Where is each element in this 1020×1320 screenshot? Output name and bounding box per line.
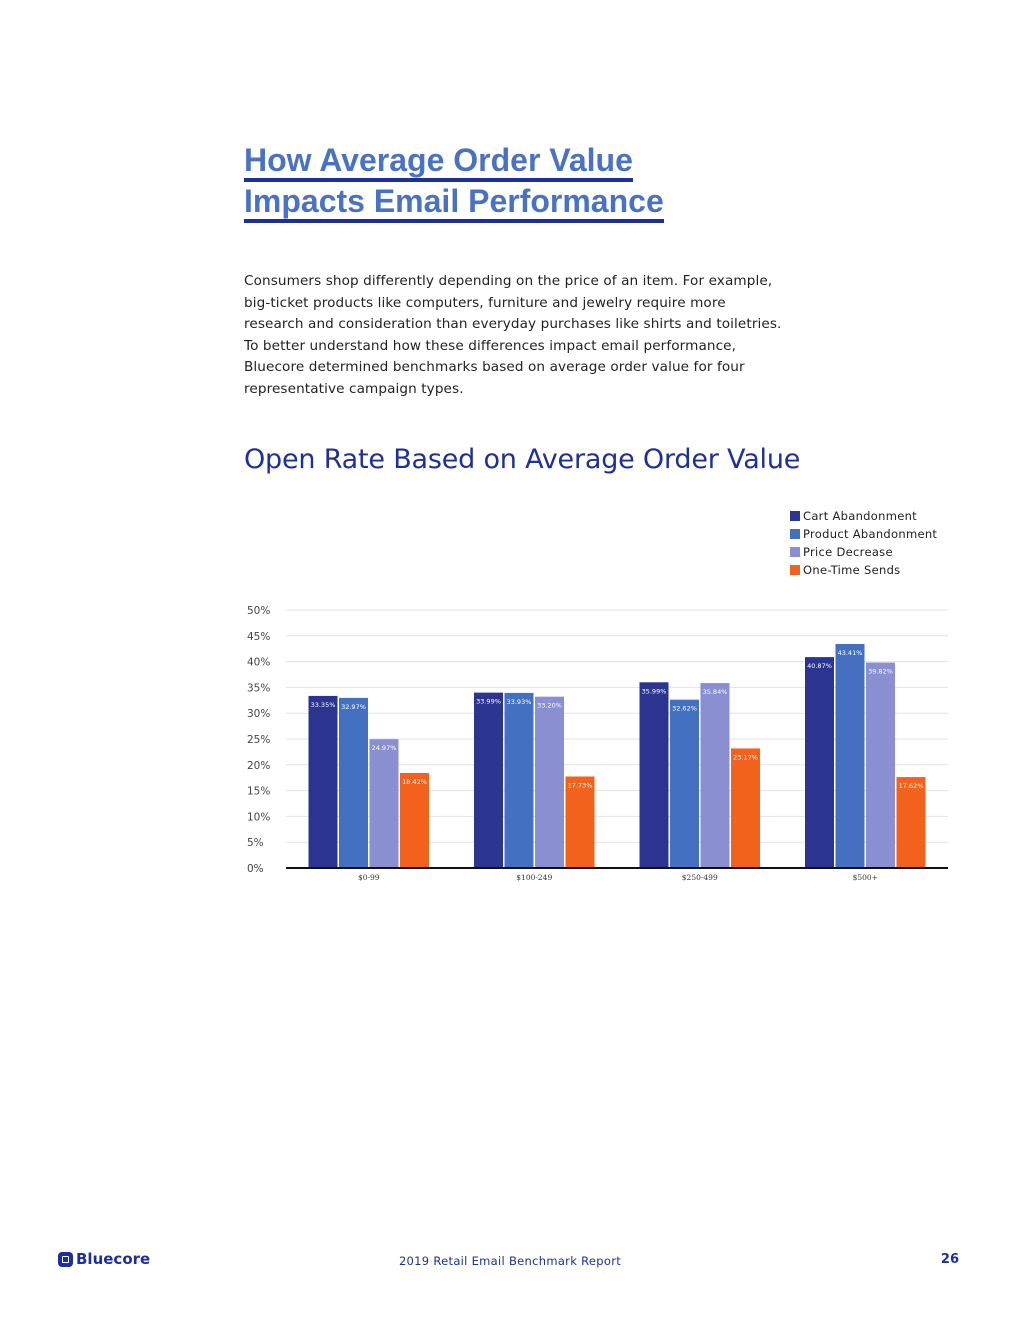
y-tick-label: 10% (247, 811, 271, 824)
brand-name: Bluecore (76, 1250, 151, 1268)
bar-data-label: 35.84% (702, 688, 728, 697)
legend-item-one-time-sends (790, 561, 937, 579)
legend-swatch (790, 547, 800, 557)
page-number: 26 (940, 1252, 959, 1267)
legend-label: Price Decrease (803, 545, 893, 559)
bar-data-label: 33.20% (537, 701, 562, 710)
page-title-line-2: Impacts Email Performance (244, 183, 664, 223)
bar (309, 696, 338, 868)
bar-data-label: 23.17% (733, 753, 758, 762)
legend-swatch (790, 529, 800, 539)
bar (370, 739, 399, 868)
bar-chart (240, 596, 960, 886)
bar (731, 748, 760, 868)
chart-title: Open Rate Based on Average Order Value (244, 444, 801, 475)
bar-data-label: 39.82% (868, 667, 893, 676)
x-tick-label: $250-499 (681, 873, 718, 882)
y-tick-label: 20% (247, 759, 271, 772)
page-title-line-1: How Average Order Value (244, 142, 633, 182)
legend-label: Product Abandonment (803, 527, 938, 541)
bar-data-label: 35.99% (641, 687, 667, 696)
bar (897, 777, 926, 868)
y-tick-label: 0% (247, 863, 264, 875)
bar (866, 663, 895, 868)
bar (535, 697, 564, 868)
y-tick-label: 15% (247, 785, 271, 798)
legend-swatch (790, 511, 800, 521)
y-tick-label: 40% (247, 656, 271, 669)
x-tick-label: $500+ (852, 873, 878, 882)
legend-item-price-decrease (790, 543, 937, 561)
y-tick-label: 45% (247, 630, 271, 643)
bar (400, 773, 429, 868)
bar-data-label: 40.87% (807, 662, 832, 671)
bar (474, 693, 503, 868)
bar-data-label: 33.35% (310, 700, 336, 709)
page-title (244, 140, 764, 222)
y-tick-label: 50% (247, 605, 271, 617)
bar (505, 693, 534, 868)
bar-data-label: 32.62% (672, 704, 697, 713)
bar-data-label: 43.41% (837, 649, 863, 658)
bar-data-label: 17.73% (567, 781, 593, 790)
bar (805, 657, 834, 868)
y-tick-label: 25% (247, 734, 271, 746)
legend-label: One-Time Sends (803, 563, 901, 577)
y-tick-label: 5% (247, 837, 264, 850)
bar-data-label: 33.99% (476, 697, 501, 706)
legend-swatch (790, 565, 800, 575)
legend-label: Cart Abandonment (803, 509, 917, 523)
bar-data-label: 18.42% (402, 777, 427, 786)
chart-legend (790, 507, 937, 579)
y-tick-label: 35% (247, 682, 271, 695)
intro-paragraph: Consumers shop differently depending on the price of an item. For example, big-ticket products like computers, furniture and jewelry require more research and consideration than everyday purchases like shirts and toiletries. To better understand how these differences impact email performance, Bluecore determined benchmarks based on average order value for four representative campaign types. (244, 273, 782, 397)
bar (339, 698, 368, 868)
report-title: 2019 Retail Email Benchmark Report (398, 1254, 622, 1268)
bar-data-label: 17.62% (898, 782, 924, 791)
x-tick-label: $0-99 (357, 873, 380, 882)
bar-data-label: 33.93% (506, 697, 532, 706)
bar-data-label: 32.97% (341, 702, 366, 711)
bar (566, 777, 595, 868)
bar (836, 644, 865, 868)
bar (670, 700, 699, 868)
x-tick-label: $100-249 (516, 873, 553, 882)
y-tick-label: 30% (247, 708, 271, 721)
bar (640, 682, 669, 868)
legend-item-product-abandonment (790, 525, 937, 543)
bar-data-label: 24.97% (371, 744, 397, 753)
legend-item-cart-abandonment (790, 507, 937, 525)
bar (701, 683, 730, 868)
